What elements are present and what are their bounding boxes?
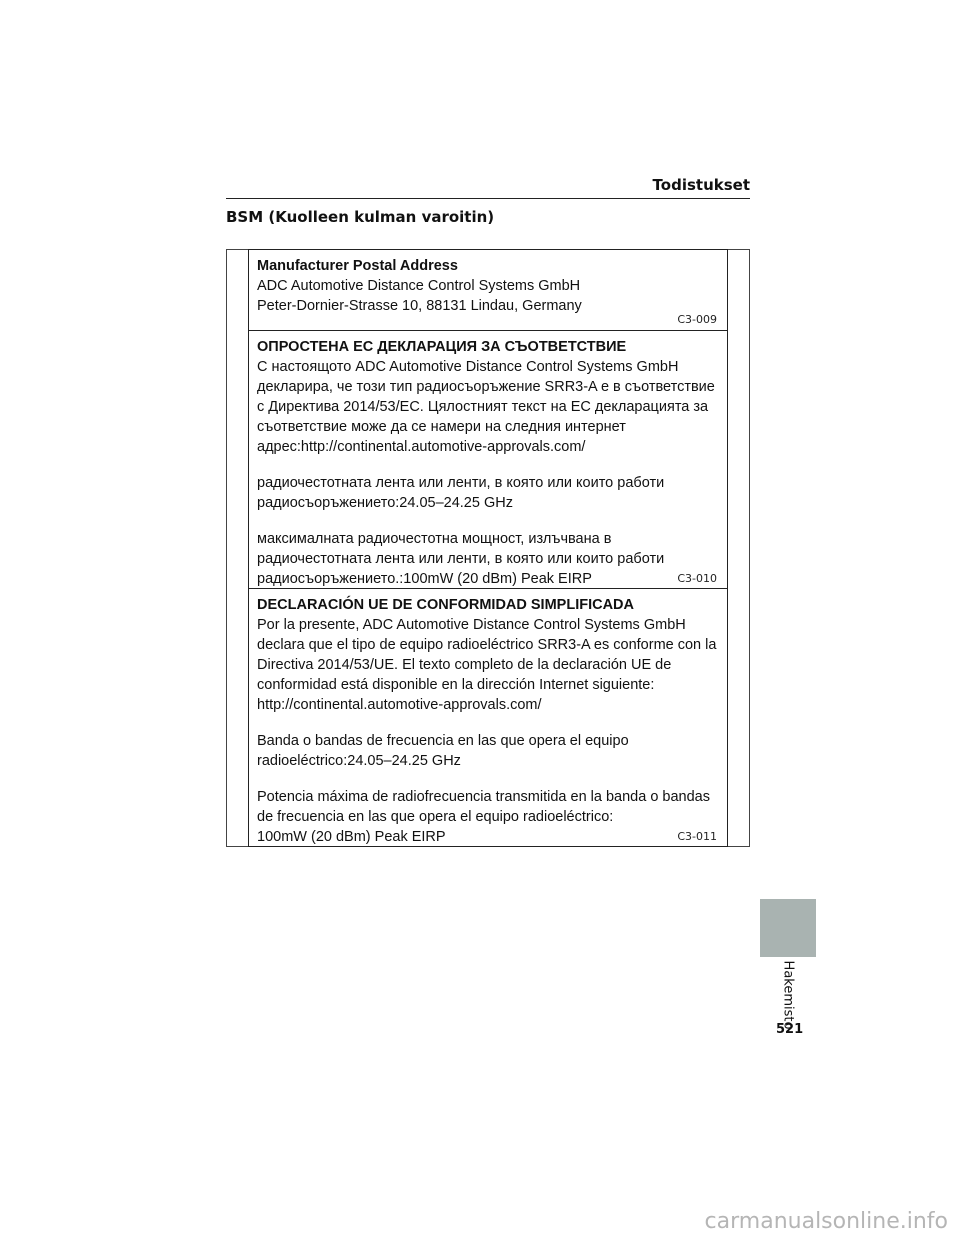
text-line: http://continental.automotive-approvals.com/ [257, 697, 542, 713]
certificate-box [248, 249, 728, 847]
text-line: conformidad está disponible en la dirección Internet siguiente: [257, 677, 655, 693]
text-line: Directiva 2014/53/UE. El texto completo de la declaración UE de [257, 657, 672, 673]
text-line: максималната радиочестотна мощност, излъчвана в [257, 531, 612, 547]
index-side-label: Hakemisto [780, 960, 796, 1030]
certificate-content [249, 250, 727, 316]
certificate-title: Manufacturer Postal Address [257, 258, 458, 274]
text-line: ADC Automotive Distance Control Systems GmbH [257, 278, 581, 294]
certificate-paragraph [257, 615, 719, 715]
text-line: 100mW (20 dBm) Peak EIRP [257, 829, 446, 845]
page-number: 521 [776, 1022, 804, 1037]
text-line: de frecuencia en las que opera el equipo radioeléctrico: [257, 809, 614, 825]
text-line: радиосъоръжението:24.05–24.25 GHz [257, 495, 513, 511]
index-side-tab [760, 899, 816, 957]
section-title: BSM (Kuolleen kulman varoitin) [226, 208, 495, 226]
certificate-section [249, 588, 727, 847]
header-rule [226, 198, 750, 199]
certificate-content [249, 589, 727, 847]
running-head: Todistukset [652, 176, 750, 194]
text-line: Peter-Dornier-Strasse 10, 88131 Lindau, Germany [257, 298, 582, 314]
text-line: declara que el tipo de equipo radioeléctrico SRR3-A es conforme con la [257, 637, 717, 653]
text-line: С настоящото ADC Automotive Distance Control Systems GmbH [257, 359, 679, 375]
certificate-title: DECLARACIÓN UE DE CONFORMIDAD SIMPLIFICADA [257, 597, 634, 613]
text-line: радиочестотната лента или ленти, в която или които работи [257, 475, 665, 491]
certificate-title: ОПРОСТЕНА ЕС ДЕКЛАРАЦИЯ ЗА СЪОТВЕТСТВИЕ [257, 339, 627, 355]
text-line: Banda o bandas de frecuencia en las que opera el equipo [257, 733, 629, 749]
text-line: декларира, че този тип радиосъоръжение SRR3-A е в съответствие [257, 379, 715, 395]
certificate-code: C3-010 [677, 572, 717, 585]
certificate-section [249, 330, 727, 589]
watermark: carmanualsonline.info [704, 1209, 948, 1234]
certificate-paragraph [257, 276, 719, 316]
certificate-paragraph [257, 473, 719, 513]
certificate-paragraph [257, 731, 719, 771]
text-line: Potencia máxima de radiofrecuencia transmitida en la banda o bandas [257, 789, 710, 805]
text-line: радиочестотната лента или ленти, в която или които работи [257, 551, 665, 567]
text-line: radioeléctrico:24.05–24.25 GHz [257, 753, 461, 769]
text-line: Por la presente, ADC Automotive Distance Control Systems GmbH [257, 617, 686, 633]
text-line: радиосъоръжението.:100mW (20 dBm) Peak EIRP [257, 571, 592, 587]
certificate-code: C3-011 [677, 830, 717, 843]
text-line: съответствие може да се намери на следния интернет [257, 419, 626, 435]
text-line: с Директива 2014/53/ЕС. Цялостният текст на ЕС декларацията за [257, 399, 709, 415]
certificate-code: C3-009 [677, 313, 717, 326]
certificate-paragraph [257, 357, 719, 457]
certificate-section [249, 250, 727, 330]
certificate-content [249, 331, 727, 589]
text-line: адрес:http://continental.automotive-approvals.com/ [257, 439, 586, 455]
certificate-paragraph [257, 787, 719, 847]
certificate-paragraph [257, 529, 719, 589]
